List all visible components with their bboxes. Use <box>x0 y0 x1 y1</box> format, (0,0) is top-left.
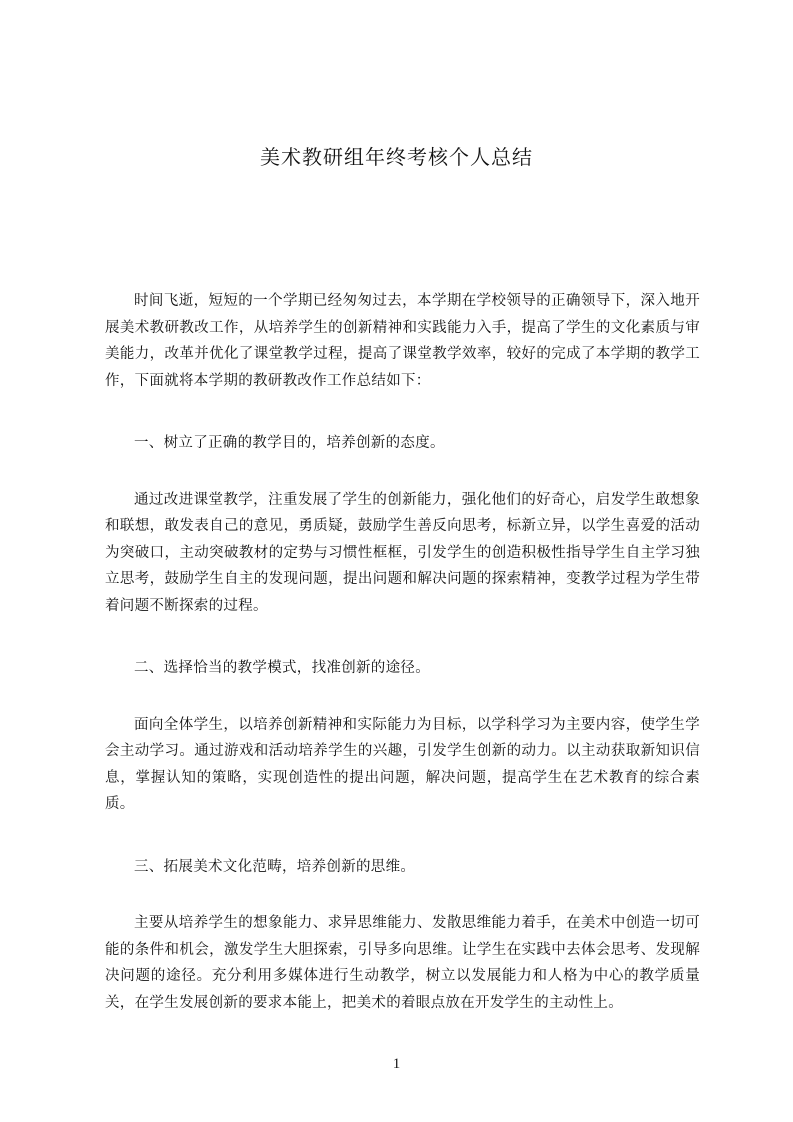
section-paragraph-1: 通过改进课堂教学，注重发展了学生的创新能力，强化他们的好奇心，启发学生敢想象和联想，敢发表自己的意见，勇质疑，鼓励学生善反向思考，标新立异，以学生喜爱的活动为突破口，主动突破教材的定势与习惯性框框，引发学生的创造积极性指导学生自主学习独立思考，鼓励学生自主的发现问题，提出问题和解决问题的探索精神，变教学过程为学生带着问题不断探索的过程。 <box>105 491 700 614</box>
document-title: 美术教研组年终考核个人总结 <box>260 145 533 169</box>
section-paragraph-2: 面向全体学生，以培养创新精神和实际能力为目标，以学科学习为主要内容，使学生学会主动学习。通过游戏和活动培养学生的兴趣，引发学生创新的动力。以主动获取新知识信息，掌握认知的策略，实现创造性的提出问题，解决问题，提高学生在艺术教育的综合素质。 <box>105 716 700 812</box>
section-heading-2: 二、选择恰当的教学模式，找准创新的途径。 <box>134 660 430 676</box>
section-heading-1: 一、树立了正确的教学目的，培养创新的态度。 <box>134 435 445 451</box>
section-paragraph-3: 主要从培养学生的想象能力、求异思维能力、发散思维能力着手，在美术中创造一切可能的条件和机会，激发学生大胆探索，引导多向思维。让学生在实践中去体会思考、发现解决问题的途径。充分利用多媒体进行生动教学，树立以发展能力和人格为中心的教学质量关，在学生发展创新的要求本能上，把美术的着眼点放在开发学生的主动性上。 <box>105 915 700 1011</box>
intro-paragraph: 时间飞逝，短短的一个学期已经匆匆过去，本学期在学校领导的正确领导下，深入地开展美术教研教改工作，从培养学生的创新精神和实践能力入手，提高了学生的文化素质与审美能力，改革并优化了课堂教学过程，提高了课堂教学效率，较好的完成了本学期的教学工作，下面就将本学期的教研教改作工作总结如下： <box>105 293 700 389</box>
document-body <box>105 288 700 1052</box>
section-heading-3: 三、拓展美术文化范畴，培养创新的思维。 <box>134 858 416 875</box>
page-number: 1 <box>392 1056 401 1072</box>
